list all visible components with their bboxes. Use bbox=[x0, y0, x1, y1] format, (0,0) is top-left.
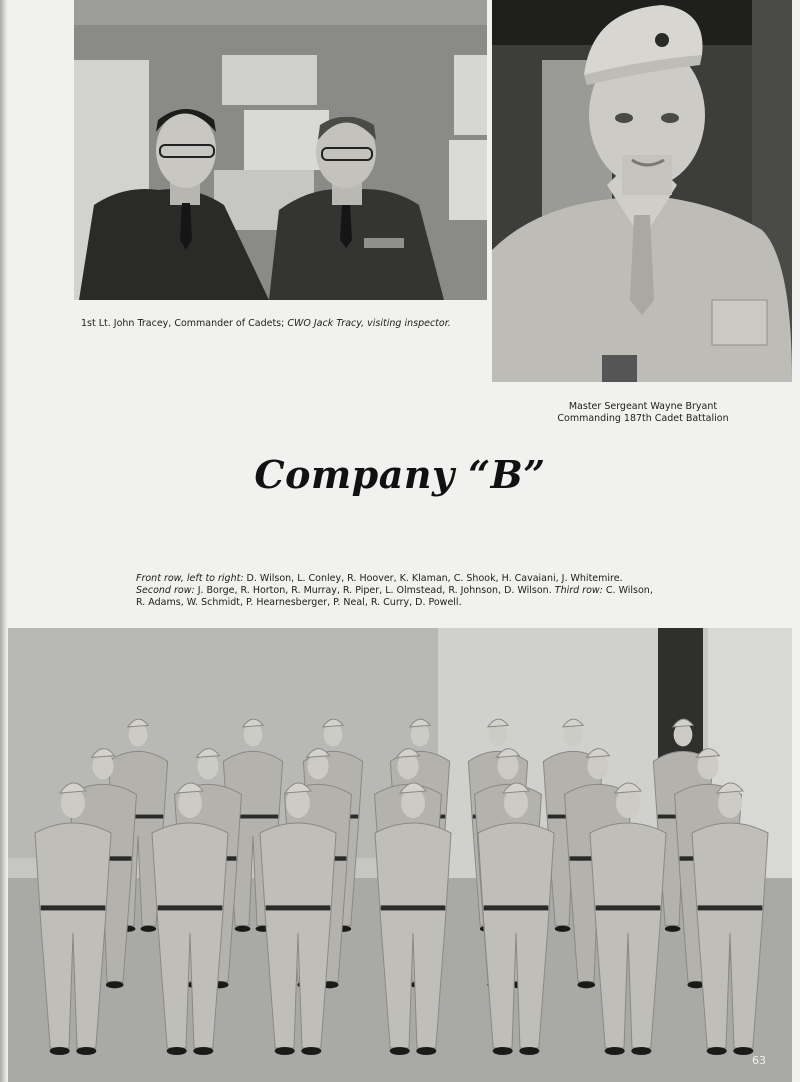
sergeant-caption-role: Commanding 187th Cadet Battalion bbox=[557, 413, 729, 424]
officers-caption-inspector: CWO Jack Tracy, visiting inspector. bbox=[287, 318, 451, 329]
company-group-photo bbox=[8, 628, 792, 1082]
front-row-names: D. Wilson, L. Conley, R. Hoover, K. Klaman, C. Shook, H. Cavaiani, J. Whitemire. bbox=[243, 573, 623, 584]
page-title: Company “B” bbox=[254, 452, 546, 497]
sergeant-caption bbox=[528, 401, 758, 425]
third-row-label: Third row: bbox=[554, 585, 603, 596]
second-row-names: J. Borge, R. Horton, R. Murray, R. Piper, L. Olmstead, R. Johnson, D. Wilson. bbox=[194, 585, 552, 596]
second-row-label: Second row: bbox=[136, 585, 195, 596]
third-row-names: C. Wilson, R. Adams, W. Schmidt, P. Hearnesberger, P. Neal, R. Curry, D. Powell. bbox=[136, 585, 653, 608]
officers-photo bbox=[74, 0, 487, 300]
page-binding-edge bbox=[0, 0, 8, 1082]
sergeant-caption-name: Master Sergeant Wayne Bryant bbox=[568, 401, 718, 412]
company-roster-caption bbox=[136, 573, 656, 609]
officers-caption-commander: 1st Lt. John Tracey, Commander of Cadets; bbox=[81, 318, 288, 329]
front-row-label: Front row, left to right: bbox=[136, 573, 244, 584]
sergeant-photo bbox=[492, 0, 792, 382]
page-number: 63 bbox=[752, 1054, 766, 1067]
officers-caption bbox=[81, 318, 471, 330]
